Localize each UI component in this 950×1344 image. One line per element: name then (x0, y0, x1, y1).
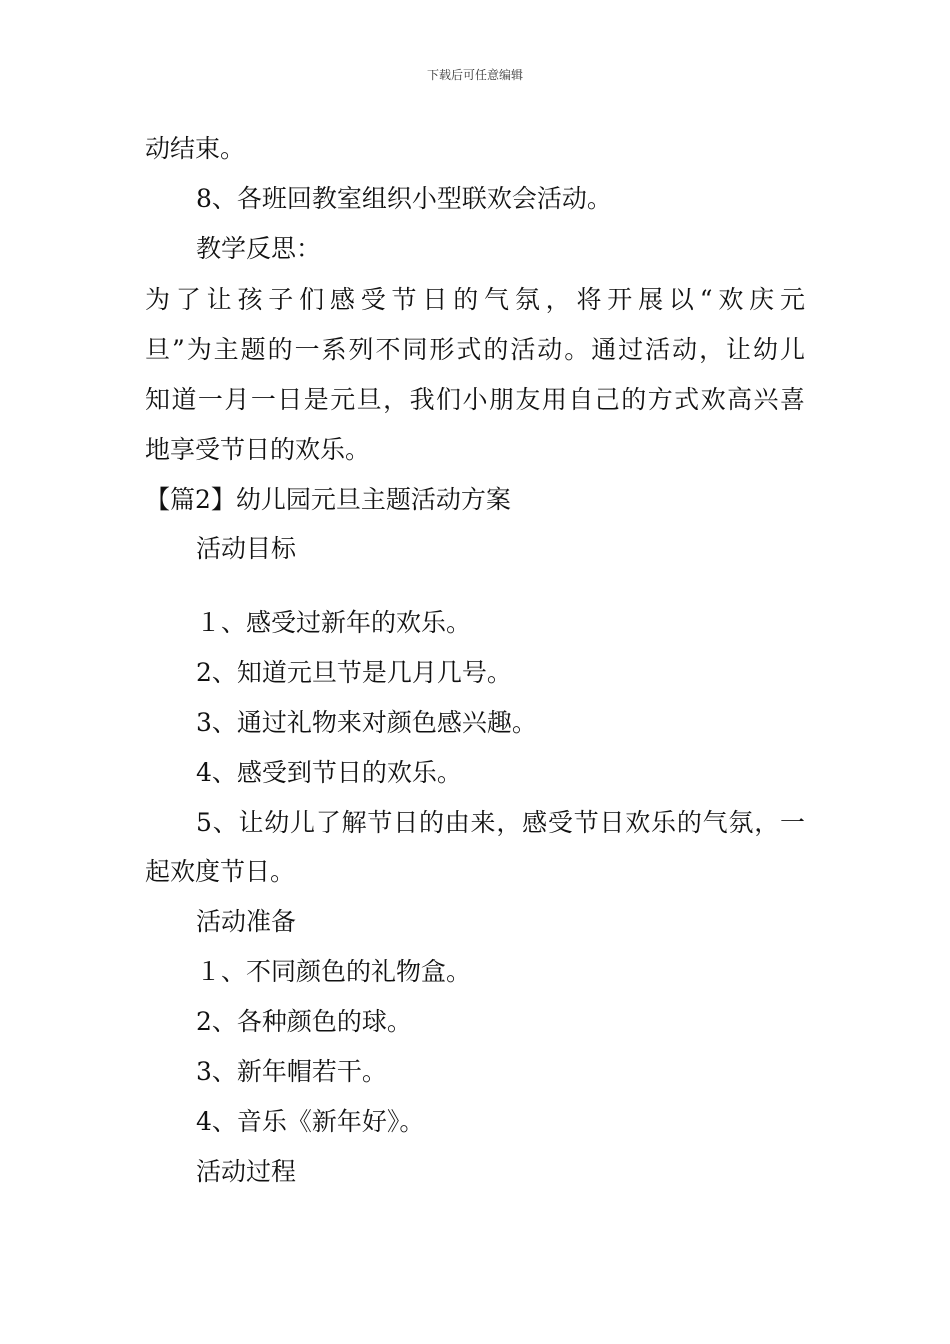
list-item: 5、让幼儿了解节日的由来，感受节日欢乐的气氛，一 (196, 808, 805, 837)
text-line: 为了让孩子们感受节日的气氛，将开展以“欢庆元 (145, 285, 805, 314)
text-line: 起欢度节日。 (145, 857, 296, 886)
text-line: 8、各班回教室组织小型联欢会活动。 (196, 184, 612, 213)
subheading: 活动准备 (196, 907, 297, 936)
text-line: 知道一月一日是元旦，我们小朋友用自己的方式欢高兴喜 (145, 385, 805, 414)
list-item: 4、感受到节日的欢乐。 (196, 758, 462, 787)
text-line: 教学反思： (196, 234, 322, 263)
list-item: 3、新年帽若干。 (196, 1057, 387, 1086)
subheading: 活动过程 (196, 1157, 297, 1186)
text-line: 旦”为主题的一系列不同形式的活动。通过活动，让幼儿 (145, 335, 805, 364)
list-item: 2、各种颜色的球。 (196, 1007, 412, 1036)
list-item: １、感受过新年的欢乐。 (196, 608, 472, 637)
text-line: 地享受节日的欢乐。 (145, 435, 371, 464)
list-item: 2、知道元旦节是几月几号。 (196, 658, 512, 687)
list-item: 4、音乐《新年好》。 (196, 1107, 425, 1136)
section-heading: 【篇2】幼儿园元旦主题活动方案 (145, 485, 511, 514)
text-line: 动结束。 (145, 134, 246, 163)
subheading: 活动目标 (196, 534, 297, 563)
list-item: 3、通过礼物来对颜色感兴趣。 (196, 708, 537, 737)
page-header: 下载后可任意编辑 (426, 68, 523, 82)
list-item: １、不同颜色的礼物盒。 (196, 957, 472, 986)
